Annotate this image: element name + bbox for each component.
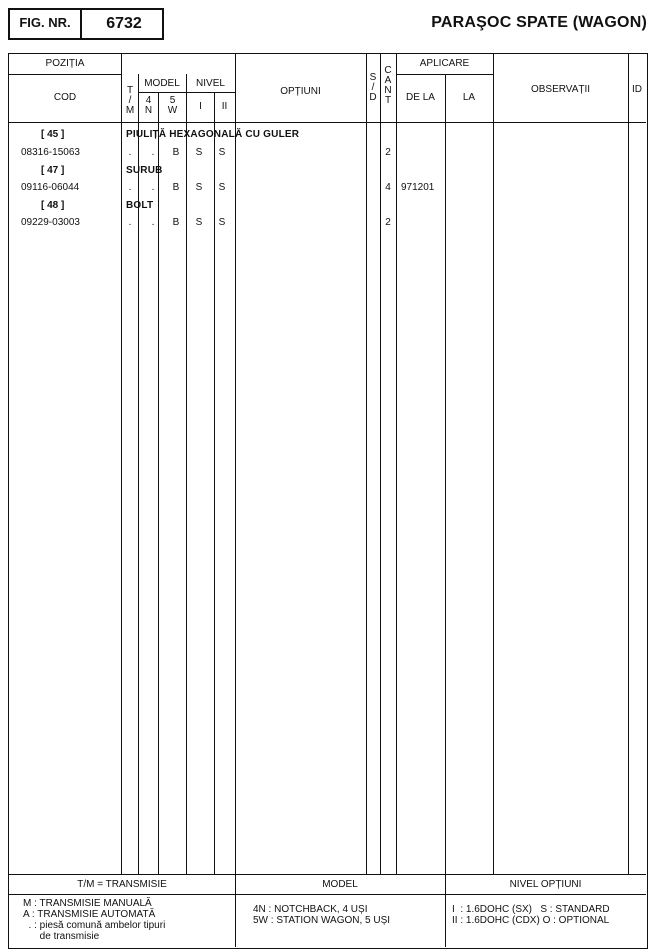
item-code: 09116-06044: [21, 182, 80, 193]
divider-sd: [380, 54, 381, 874]
item-model-5w: B: [172, 182, 180, 193]
item-position: [ 47 ]: [41, 165, 65, 176]
legend-tm: M : TRANSMISIE MANUALĂ A : TRANSMISIE AUTOMATĂ . : piesă comună ambelor tipuri de transmisie: [23, 898, 166, 942]
divider-la: [493, 54, 494, 874]
legend-model-title: MODEL: [322, 879, 358, 890]
hline-model-nivel: [138, 92, 235, 93]
divider-i: [214, 92, 215, 874]
col-cant: C A N T: [384, 65, 392, 106]
col-sd: S / D: [369, 72, 377, 103]
item-quantity: 2: [385, 217, 391, 228]
item-code: 08316-15063: [21, 147, 80, 158]
item-nivel-i: S: [195, 182, 203, 193]
item-quantity: 2: [385, 147, 391, 158]
item-name: BOLT: [126, 200, 154, 211]
divider-4n: [158, 92, 159, 874]
divider-nivel: [235, 54, 236, 874]
divider-cant: [396, 54, 397, 874]
item-name: SURUB: [126, 165, 163, 176]
page-title: PARAŞOC SPATE (WAGON): [431, 14, 647, 31]
item-nivel-ii: S: [218, 182, 226, 193]
hline-pozitia: [9, 74, 121, 75]
item-model-4n: .: [151, 182, 155, 193]
col-id: ID: [632, 84, 642, 95]
item-tm: .: [128, 217, 132, 228]
figure-number: 6732: [106, 15, 142, 32]
item-model-4n: .: [151, 217, 155, 228]
item-name: PIULIȚĂ HEXAGONALĂ CU GULER: [126, 129, 300, 140]
figure-label: FIG. NR.: [10, 8, 82, 40]
col-de-la: DE LA: [406, 92, 435, 103]
col-observatii: OBSERVAȚII: [530, 84, 591, 95]
col-model-5w: 5 W: [167, 95, 178, 116]
item-model-4n: .: [151, 147, 155, 158]
col-model-4n: 4 N: [144, 95, 153, 116]
col-cod: COD: [53, 92, 77, 103]
item-nivel-ii: S: [218, 147, 226, 158]
divider-de-la: [445, 74, 446, 874]
item-tm: .: [128, 182, 132, 193]
item-position: [ 48 ]: [41, 200, 65, 211]
col-nivel-i: I: [199, 101, 202, 112]
col-tm: T / M: [125, 85, 135, 116]
hline-footer-top: [9, 874, 646, 875]
legend-nivel-title: NIVEL OPȚIUNI: [509, 879, 582, 890]
parts-table: [8, 53, 648, 949]
item-nivel-ii: S: [218, 217, 226, 228]
col-nivel-ii: II: [221, 101, 228, 112]
col-la: LA: [462, 92, 476, 103]
divider-model: [186, 74, 187, 874]
item-nivel-i: S: [195, 217, 203, 228]
legend-nivel: I : 1.6DOHC (SX) S : STANDARD II : 1.6DOHC (CDX) O : OPTIONAL: [452, 904, 610, 926]
divider-cod: [121, 54, 122, 874]
item-code: 09229-03003: [21, 217, 80, 228]
item-tm: .: [128, 147, 132, 158]
legend-tm-title: T/M = TRANSMISIE: [77, 879, 167, 890]
item-model-5w: B: [172, 217, 180, 228]
divider-observatii: [628, 54, 629, 874]
divider-tm: [138, 74, 139, 874]
legend-model: 4N : NOTCHBACK, 4 UȘI 5W : STATION WAGON, 5 UȘI: [253, 904, 391, 926]
item-de-la: 971201: [401, 182, 435, 193]
divider-optiuni: [366, 54, 367, 874]
hline-header-bottom: [9, 122, 646, 123]
item-nivel-i: S: [195, 147, 203, 158]
item-model-5w: B: [172, 147, 180, 158]
hline-footer-titles: [9, 894, 646, 895]
col-nivel: NIVEL: [196, 78, 225, 89]
col-pozitia: POZIȚIA: [45, 58, 85, 69]
hline-aplicare: [396, 74, 493, 75]
col-aplicare: APLICARE: [419, 58, 470, 69]
col-optiuni: OPȚIUNI: [280, 86, 321, 97]
col-model: MODEL: [144, 78, 180, 89]
item-position: [ 45 ]: [41, 129, 65, 140]
item-quantity: 4: [385, 182, 391, 193]
